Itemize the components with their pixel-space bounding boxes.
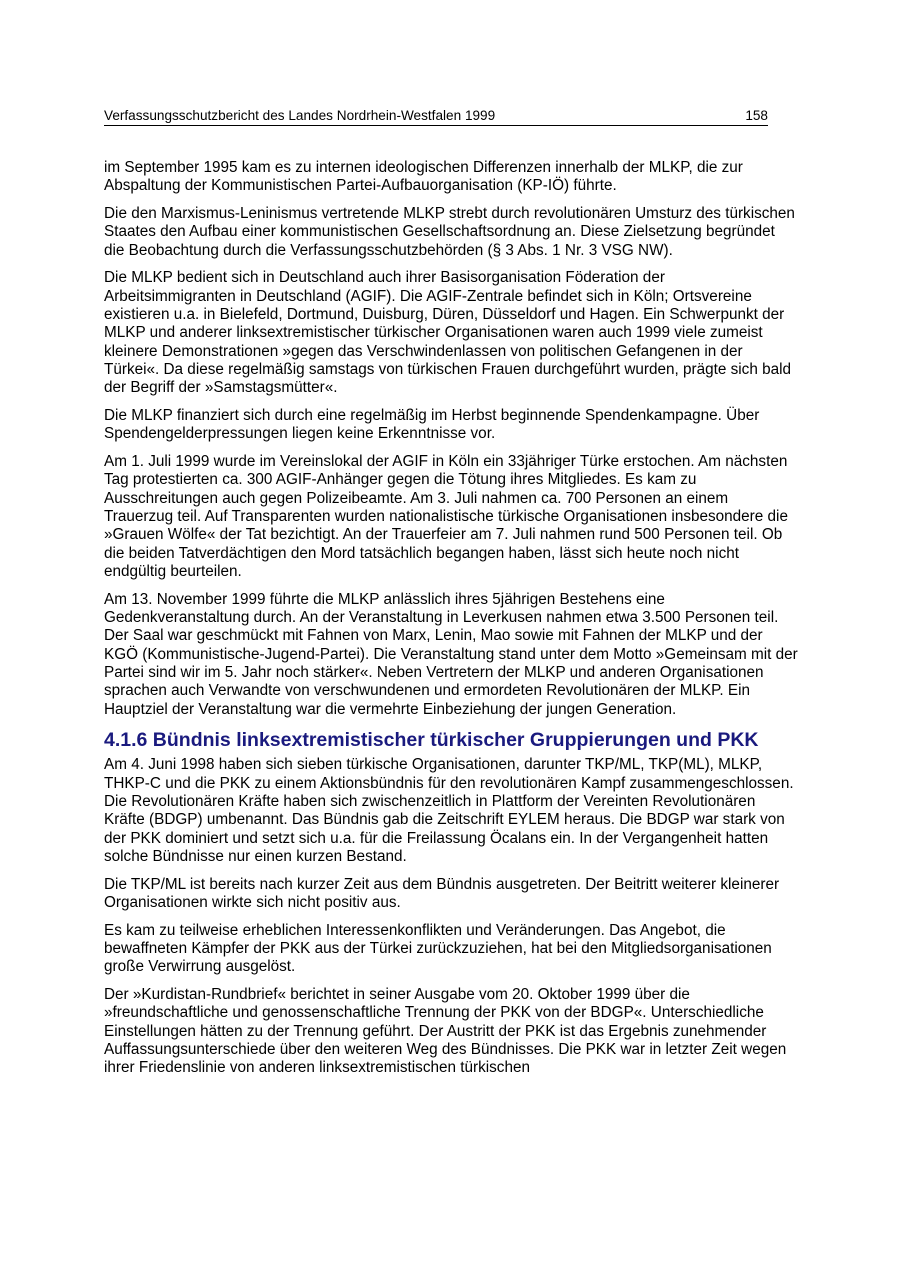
body-text [104, 159, 798, 1078]
paragraph: Der »Kurdistan-Rundbrief« berichtet in seiner Ausgabe vom 20. Oktober 1999 über die »freundschaftliche und genossenschaftliche Trennung der PKK von der BDGP«. Unterschiedliche Einstellungen hätten zu der Trennung geführt. Der Austritt der PKK ist das Ergebnis zunehmender Auffassungsunterschiede über den weiteren Weg des Bündnisses. Die PKK war in letzter Zeit wegen ihrer Friedenslinie von anderen linksextremistischen türkischen [104, 986, 787, 1077]
paragraph: Es kam zu teilweise erheblichen Interessenkonflikten und Veränderungen. Das Angebot, die bewaffneten Kämpfer der PKK aus der Türkei zurückzuziehen, hat bei den Mitgliedsorganisationen große Verwirrung ausgelöst. [104, 921, 772, 976]
paragraph: im September 1995 kam es zu internen ideologischen Differenzen innerhalb der MLKP, die zur Abspaltung der Kommunistischen Partei-Aufbauorganisation (KP-IÖ) führte. [104, 159, 743, 195]
paragraph: Die TKP/ML ist bereits nach kurzer Zeit aus dem Bündnis ausgetreten. Der Beitritt weiterer kleinerer Organisationen wirkte sich nicht positiv aus. [104, 875, 780, 911]
paragraph: Die MLKP finanziert sich durch eine regelmäßig im Herbst beginnende Spendenkampagne. Über Spendengelderpressungen liegen keine Erkenntnisse vor. [104, 407, 760, 443]
running-header [104, 106, 768, 126]
paragraph: Am 1. Juli 1999 wurde im Vereinslokal der AGIF in Köln ein 33jähriger Türke erstochen. Am nächsten Tag protestierten ca. 300 AGIF-Anhänger gegen die Tötung ihres Mitgliedes. Es kam zu Ausschreitungen auch gegen Polizeibeamte. Am 3. Juli nahmen ca. 700 Personen an einem Trauerzug teil. Auf Transparenten wurden nationalistische türkische Organisationen insbesondere die »Grauen Wölfe« der Tat bezichtigt. An der Trauerfeier am 7. Juli nahmen rund 500 Personen teil. Ob die beiden Tatverdächtigen den Mord tatsächlich begangen haben, lässt sich heute noch nicht endgültig beurteilen. [104, 453, 788, 580]
paragraph: Die den Marxismus-Leninismus vertretende MLKP strebt durch revolutionären Umsturz des türkischen Staates den Aufbau einer kommunistischen Gesellschaftsordnung an. Diese Zielsetzung begründet die Beobachtung durch die Verfassungsschutzbehörden (§ 3 Abs. 1 Nr. 3 VSG NW). [104, 205, 795, 259]
document-page [104, 106, 798, 1087]
section-heading: 4.1.6 Bündnis linksextremistischer türkischer Gruppierungen und PKK [104, 729, 759, 752]
paragraph: Am 13. November 1999 führte die MLKP anlässlich ihres 5jährigen Bestehens eine Gedenkveranstaltung durch. An der Veranstaltung in Leverkusen nahmen etwa 3.500 Personen teil. Der Saal war geschmückt mit Fahnen von Marx, Lenin, Mao sowie mit Fahnen der MLKP und der KGÖ (Kommunistische-Jugend-Partei). Die Veranstaltung stand unter dem Motto »Gemeinsam mit der Partei sind wir im 5. Jahr noch stärker«. Neben Vertretern der MLKP und anderen Organisationen sprachen auch Verwandte von verschwundenen und ermordeten Revolutionären der MLKP. Ein Hauptziel der Veranstaltung war die vermehrte Einbeziehung der jungen Generation. [104, 590, 798, 718]
document-title: Verfassungsschutzbericht des Landes Nordrhein-Westfalen 1999 [104, 108, 496, 123]
page-number: 158 [745, 108, 768, 123]
paragraph: Am 4. Juni 1998 haben sich sieben türkische Organisationen, darunter TKP/ML, TKP(ML), MLKP, THKP-C und die PKK zu einem Aktionsbündnis für den revolutionären Kampf zusammengeschlossen. Die Revolutionären Kräfte haben sich zwischenzeitlich in Plattform der Vereinten Revolutionären Kräfte (BDGP) umbenannt. Das Bündnis gab die Zeitschrift EYLEM heraus. Die BDGP war stark von der PKK dominiert und setzt sich u.a. für die Freilassung Öcalans ein. In der Vergangenheit hatten solche Bündnisse nur einen kurzen Bestand. [104, 756, 794, 865]
paragraph: Die MLKP bedient sich in Deutschland auch ihrer Basisorganisation Föderation der Arbeitsimmigranten in Deutschland (AGIF). Die AGIF-Zentrale befindet sich in Köln; Ortsvereine existieren u.a. in Bielefeld, Dortmund, Duisburg, Düren, Düsseldorf und Hagen. Ein Schwerpunkt der MLKP und anderer linksextremistischer türkischer Organisationen waren auch 1999 viele zumeist kleinere Demonstrationen »gegen das Verschwindenlassen von politischen Gefangenen in der Türkei«. Da diese regelmäßig samstags von türkischen Frauen durchgeführt wurden, prägte sich bald der Begriff der »Samstagsmütter«. [104, 269, 792, 397]
